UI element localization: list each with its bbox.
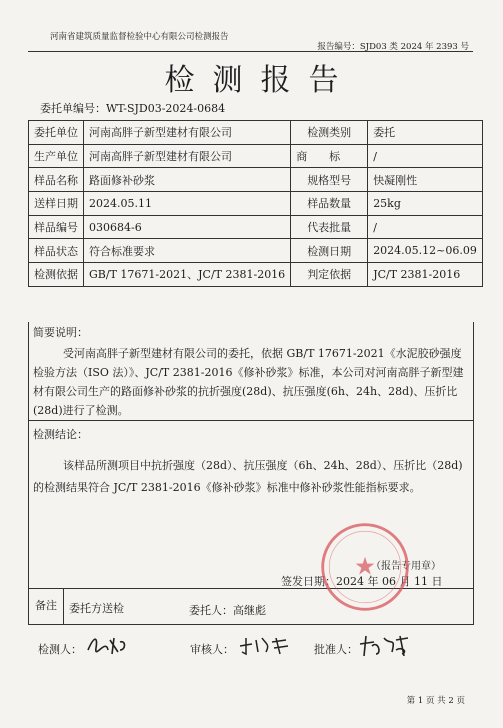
test-date-label: 检测日期	[291, 239, 368, 263]
reviewer-signature	[236, 632, 294, 658]
sample-value: 路面修补砂浆	[84, 168, 291, 192]
remark-section	[28, 589, 474, 625]
category-label: 检测类别	[291, 121, 368, 145]
page-indicator: 第 1 页 共 2 页	[406, 696, 465, 706]
approver-label: 批准人：	[314, 643, 358, 656]
basis-value: GB/T 17671-2021、JC/T 2381-2016	[84, 263, 291, 287]
sample-no-value: 030684-6	[84, 215, 291, 239]
remark-value: 委托方送检	[69, 602, 124, 615]
batch-label: 代表批量	[291, 215, 368, 239]
header-divider	[28, 51, 473, 52]
table-row	[29, 239, 483, 263]
description-heading: 简要说明：	[33, 326, 88, 339]
principal: 委托人：高继彪	[189, 604, 266, 617]
producer-label: 生产单位	[29, 144, 84, 168]
judge-value: JC/T 2381-2016	[368, 263, 483, 287]
sign-date: 签发日期：2024 年 06 月 11 日	[281, 575, 443, 588]
sample-label: 样品名称	[29, 168, 84, 192]
basis-label: 检测依据	[29, 263, 84, 287]
spec-label: 规格型号	[291, 168, 368, 192]
page-title: 检测报告	[164, 63, 357, 98]
tester-label: 检测人：	[38, 643, 82, 656]
client-value: 河南高胖子新型建材有限公司	[84, 121, 291, 145]
brand-value: /	[368, 144, 483, 168]
description-section	[28, 322, 474, 421]
tester-signature	[84, 632, 130, 658]
spec-value: 快凝刚性	[368, 168, 483, 192]
table-row	[29, 121, 483, 145]
judge-label: 判定依据	[291, 263, 368, 287]
brand-label: 商标	[291, 144, 368, 168]
table-row	[29, 168, 483, 192]
info-table	[28, 120, 483, 287]
conclusion-body: 该样品所测项目中抗折强度（28d）、抗压强度（6h、24h、28d）、压折比（28d)的检测结果符合 JC/T 2381-2016《修补砂浆》标准中修补砂浆性能指标要求。	[33, 459, 463, 494]
qty-value: 25kg	[368, 192, 483, 216]
producer-value: 河南高胖子新型建材有限公司	[84, 144, 291, 168]
table-row	[29, 192, 483, 216]
batch-value: /	[368, 215, 483, 239]
qty-label: 样品数量	[291, 192, 368, 216]
date-value: 2024.05.11	[84, 192, 291, 216]
table-row	[29, 144, 483, 168]
header-org: 河南省建筑质量监督检验中心有限公司检测报告	[50, 32, 229, 42]
state-value: 符合标准要求	[84, 239, 291, 263]
approver-signature	[356, 632, 412, 660]
svg-text:★: ★	[354, 551, 376, 581]
date-label: 送样日期	[29, 192, 84, 216]
remark-label: 备注	[29, 589, 64, 624]
test-date-value: 2024.05.12~06.09	[368, 239, 483, 263]
conclusion-heading: 检测结论：	[33, 428, 88, 441]
report-number: 报告编号：SJD03 类 2024 年 2393 号	[317, 42, 469, 52]
category-value: 委托	[368, 121, 483, 145]
description-body: 受河南高胖子新型建材有限公司的委托，依据 GB/T 17671-2021《水泥胶砂强度检验方法（ISO 法）》、JC/T 2381-2016《修补砂浆》标准，本公司对河南高胖子新型建材有限公司生产的路面修补砂浆的抗折强度(28d)、抗压强度(6h、24h、28d)、压折比(28d)进行了检测。	[33, 347, 464, 417]
reviewer-label: 审核人：	[190, 643, 234, 656]
table-row	[29, 215, 483, 239]
client-label: 委托单位	[29, 121, 84, 145]
entrust-number: 委托单编号：WT-SJD03-2024-0684	[40, 102, 226, 115]
sample-no-label: 样品编号	[29, 215, 84, 239]
stamp-label: （报告专用章）	[371, 561, 441, 572]
state-label: 样品状态	[29, 239, 84, 263]
table-row	[29, 263, 483, 287]
